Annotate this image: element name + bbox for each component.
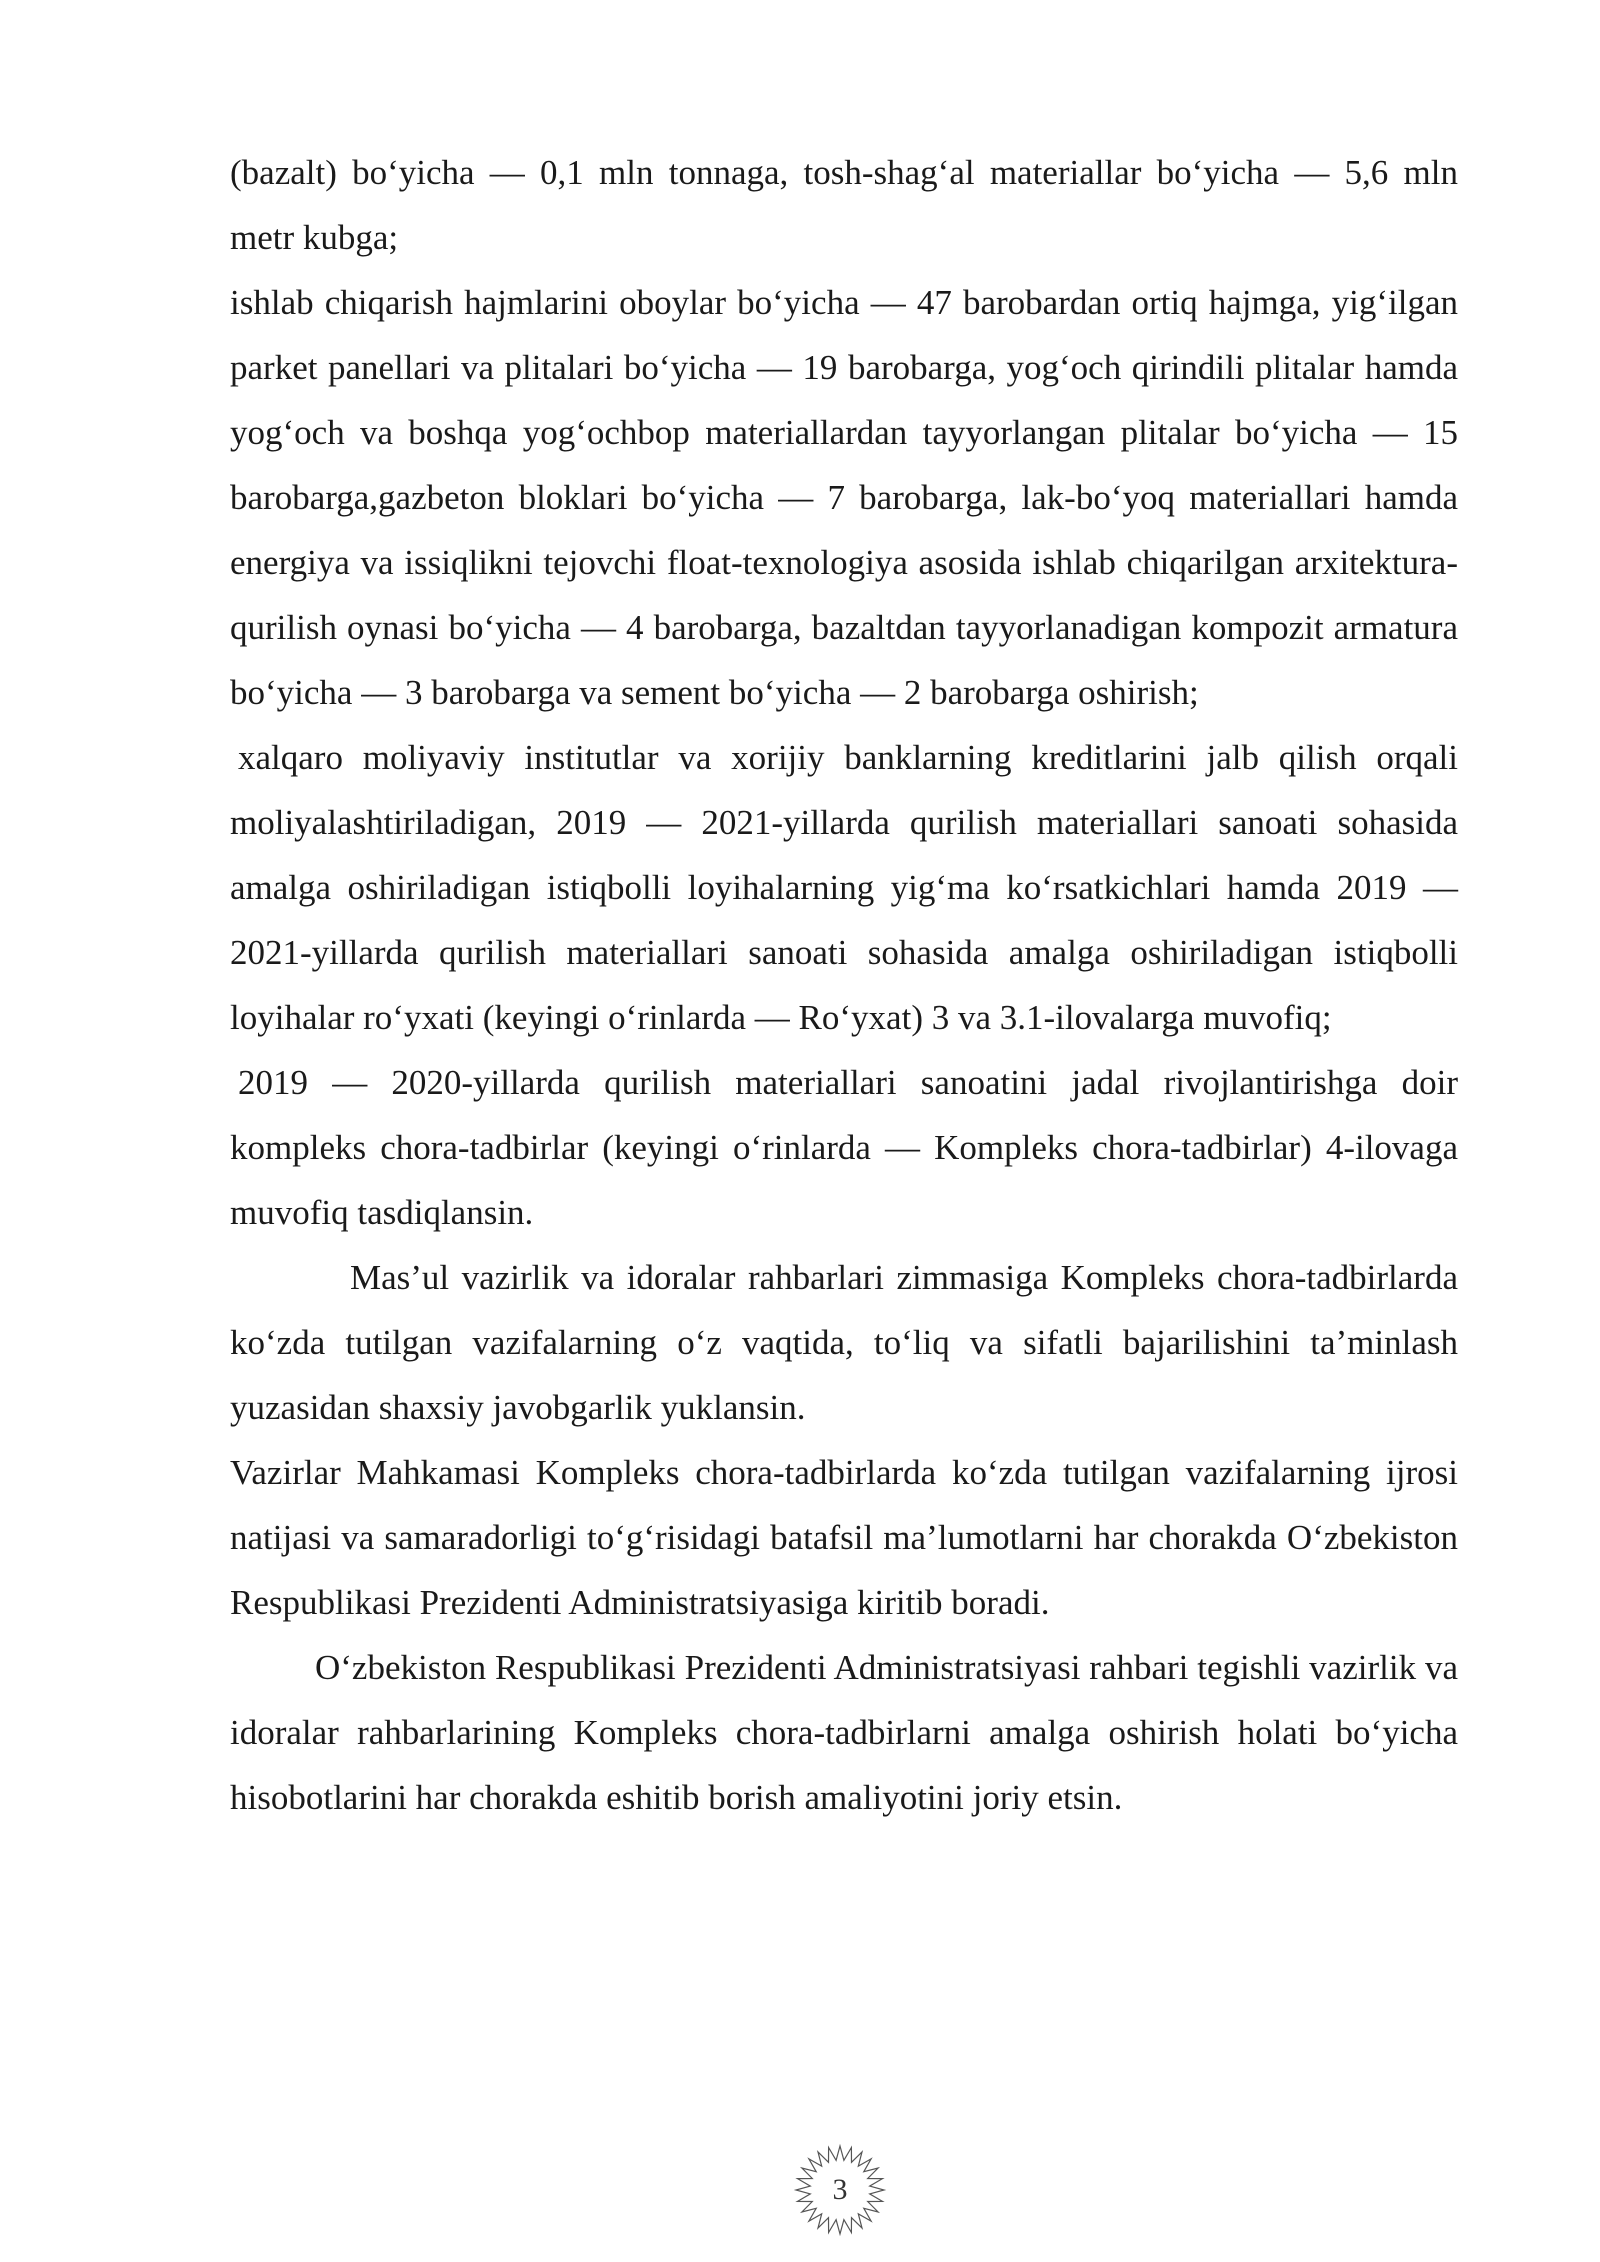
page-number-badge bbox=[770, 2140, 910, 2240]
page-number: 3 bbox=[832, 2173, 848, 2206]
paragraph-responsibility: Mas’ul vazirlik va idoralar rahbarlari zimmasiga Kompleks chora-tadbirlarda ko‘zda tutilgan vazifalarning o‘z vaqtida, to‘liq va sifatli bajarilishini ta’minlash yuzasidan shaxsiy javobgarlik yuklansin. bbox=[230, 1258, 1458, 1427]
paragraph-administration-hearing: O‘zbekiston Respublikasi Prezidenti Administratsiyasi rahbari tegishli vazirlik va idoralar rahbarlarining Kompleks chora-tadbirlarni amalga oshirish holati bo‘yicha hisobotlarini har chorakda eshitib borish amaliyotini joriy etsin. bbox=[230, 1648, 1458, 1817]
body-text bbox=[230, 140, 1458, 1830]
paragraph-cabinet-reporting: Vazirlar Mahkamasi Kompleks chora-tadbirlarda ko‘zda tutilgan vazifalarning ijrosi natijasi va samaradorligi to‘g‘risidagi batafsil ma’lumotlarni har chorakda O‘zbekiston Respublikasi Prezidenti Administratsiyasiga kiritib boradi. bbox=[230, 1453, 1458, 1622]
paragraph-international-financing: xalqaro moliyaviy institutlar va xorijiy banklarning kreditlarini jalb qilish orqali moliyalashtiriladigan, 2019 — 2021-yillarda qurilish materiallari sanoati sohasida amalga oshiriladigan istiqbolli loyihalarning yig‘ma ko‘rsatkichlari hamda 2019 — 2021-yillarda qurilish materiallari sanoati sohasida amalga oshiriladigan istiqbolli loyihalar ro‘yxati (keyingi o‘rinlarda — Ro‘yxat) 3 va 3.1-ilovalarga muvofiq; bbox=[230, 738, 1458, 1037]
paragraph-continuation: (bazalt) bo‘yicha — 0,1 mln tonnaga, tosh-shag‘al materiallar bo‘yicha — 5,6 mln metr kubga; bbox=[230, 153, 1458, 257]
paragraph-complex-measures: 2019 — 2020-yillarda qurilish materiallari sanoatini jadal rivojlantirishga doir kompleks chora-tadbirlar (keyingi o‘rinlarda — Kompleks chora-tadbirlar) 4-ilovaga muvofiq tasdiqlansin. bbox=[230, 1063, 1458, 1232]
paragraph-production-volumes: ishlab chiqarish hajmlarini oboylar bo‘yicha — 47 barobardan ortiq hajmga, yig‘ilgan parket panellari va plitalari bo‘yicha — 19 barobarga, yog‘och qirindili plitalar hamda yog‘och va boshqa yog‘ochbop materiallardan tayyorlangan plitalar bo‘yicha — 15 barobarga,gazbeton bloklari bo‘yicha — 7 barobarga, lak-bo‘yoq materiallari hamda energiya va issiqlikni tejovchi float-texnologiya asosida ishlab chiqarilgan arxitektura-qurilish oynasi bo‘yicha — 4 barobarga, bazaltdan tayyorlanadigan kompozit armatura bo‘yicha — 3 barobarga va sement bo‘yicha — 2 barobarga oshirish; bbox=[230, 283, 1458, 712]
